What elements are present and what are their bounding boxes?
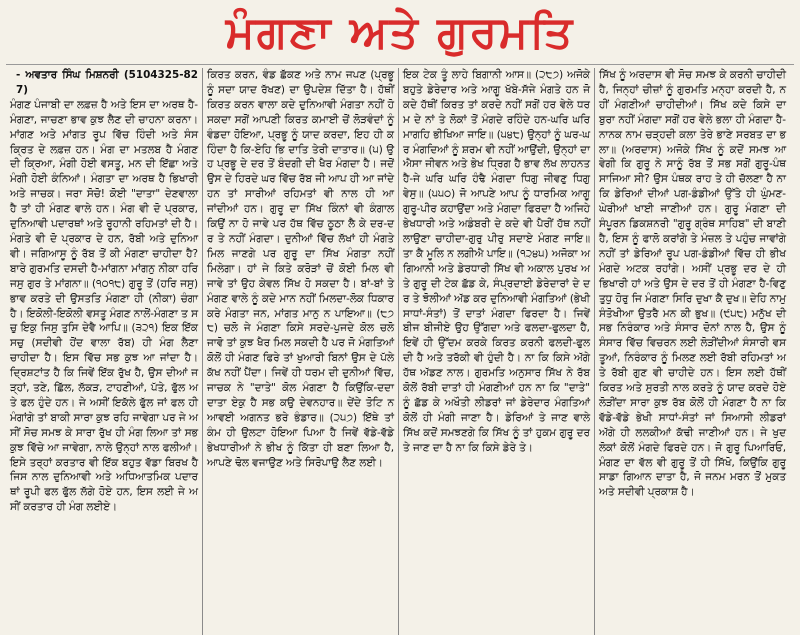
column-text: ਸਿੱਖ ਨੂੰ ਅਰਦਾਸ ਵੀ ਸੋਚ ਸਮਝ ਕੇ ਕਰਨੀ ਚਾਹੀਦੀ ਹੈ, ਜਿਨ੍ਹਾਂ ਚੀਜ਼ਾਂ ਨੂੰ ਗੁਰਮਤਿ ਮਨ੍ਹਾ ਕਰਦੀ ਹੈ, ਨਹੀਂ ਮੰਗਣੀਆਂ ਚਾਹੀਦੀਆਂ। ਸਿੱਖ ਕਦੇ ਕਿਸੇ ਦਾ ਬੁਰਾ ਨਹੀਂ ਮੰਗਦਾ ਸਗੋਂ ਹਰ ਵੇਲੇ ਭਲਾ ਹੀ ਮੰਗਦਾ ਹੈ-ਨਾਨਕ ਨਾਮ ਚੜ੍ਹਦੀ ਕਲਾ ਤੇਰੇ ਭਾਣੇ ਸਰਬਤ ਦਾ ਭਲਾ॥ (ਅਰਦਾਸ) ਅਜੋਕੇ ਸਿੱਖ ਨੂੰ ਕਦੋਂ ਸਮਝ ਆਵੇਗੀ ਕਿ ਗੁਰੂ ਨੇ ਸਾਨੂੰ ਰੱਬ ਤੋਂ ਸਭ ਸਗੋਂ ਗੁਰੂ-ਪੰਥ ਸਾਜਿਆ ਸੀ? ਉਸ ਪੰਥਕ ਰਾਹ ਤੇ ਹੀ ਚੱਲਣਾ ਹੈ ਨਾ ਕਿ ਡੇਰਿਆਂ ਦੀਆਂ ਪਗ-ਡੰਡੀਆਂ ਉੱਤੇ ਹੀ ਘੁੰਮਣ-ਘੇਰੀਆਂ ਖਾਈ ਜਾਣੀਆਂ ਹਨ। ਗੁਰੂ ਮੰਗਣਾ ਦੀ ਸੰਪੂਰਨ ਡਿਕਸ਼ਨਰੀ "ਗੁਰੂ ਗ੍ਰੰਥ ਸਾਹਿਬ" ਦੀ ਬਾਣੀ ਹੈ, ਇਸ ਨੂੰ ਫਾਲੋ ਕਰਾਂਗੇ ਤੇ ਮੰਜ਼ਲ ਤੇ ਪਹੁੰਚ ਜਾਵਾਂਗੇ ਨਹੀਂ ਤਾਂ ਡੇਰਿਆਂ ਰੂਪ ਪਗ-ਡੰਡੀਆਂ ਵਿੱਚ ਹੀ ਭੀਖ ਮੰਗਦੇ ਅਟਕ ਰਹਾਂਗੇ। ਅਸੀਂ ਪ੍ਰਭੂ ਦਰ ਦੇ ਹੀ ਭਿਖਾਰੀ ਹਾਂ ਅਤੇ ਉਸ ਦੇ ਦਰ ਤੋਂ ਹੀ ਮੰਗਣਾ ਹੈ-ਵਿਣੁ ਤੁਧੁ ਹੋਰੁ ਜਿ ਮੰਗਣਾ ਸਿਰਿ ਦੁਖਾ ਕੈ ਦੁਖ॥ ਦੇਹਿ ਨਾਮੁ ਸੰਤੋਖੀਆ ਉਤਰੈ ਮਨ ਕੀ ਭੁਖ॥ (੯੫੮) ਮਨੁੱਖ ਦੀ ਸਭ ਨਿਰੰਕਾਰ ਅਤੇ ਸੰਸਾਰ ਦੋਨਾਂ ਨਾਲ ਹੈ, ਉਸ ਨੂੰ ਸੰਸਾਰ ਵਿੱਚ ਵਿਚਰਨ ਲਈ ਲੋੜੀਂਦੀਆਂ ਸੰਸਾਰੀ ਵਸਤੂਆਂ, ਨਿਰੰਕਾਰ ਨੂੰ ਮਿਲਣ ਲਈ ਰੱਬੀ ਰਹਿਮਤਾਂ ਅਤੇ ਰੱਬੀ ਗੁਣ ਵੀ ਚਾਹੀਦੇ ਹਨ। ਇਸ ਲਈ ਹੱਥੀਂ ਕਿਰਤ ਅਤੇ ਸੁਰਤੀ ਨਾਲ ਕਰਤੇ ਨੂੰ ਯਾਦ ਕਰਦੇ ਹੋਏ ਲੋੜੀਂਦਾ ਸਾਰਾ ਕੁਝ ਰੱਬ ਕੋਲੋਂ ਹੀ ਮੰਗਣਾ ਹੈ ਨਾ ਕਿ ਵੱਡੇ-ਵੱਡੇ ਭੇਖੀ ਸਾਧਾਂ-ਸੰਤਾਂ ਜਾਂ ਸਿਆਸੀ ਲੀਡਰਾਂ ਅੱਗੇ ਹੀ ਲਲਕੀਆਂ ਕੱਢੀ ਜਾਣੀਆਂ ਹਨ। ਜੇ ਖੁਦ ਲੋਕਾਂ ਕੋਲੋਂ ਮੰਗਦੇ ਫਿਰਦੇ ਹਨ। ਜੋ ਗੁਰੂ ਪਿਆਰਿਓ, ਮੰਗਣ ਦਾ ਵੱਲ ਵੀ ਗੁਰੂ ਤੋਂ ਹੀ ਸਿੱਖੋ, ਕਿਉਂਕਿ ਗੁਰੂ ਸਾਡਾ ਗਿਆਨ ਦਾਤਾ ਹੈ, ਜੋ ਜਨਮ ਮਰਨ ਤੋਂ ਮੁਕਤ ਅਤੇ ਸਦੀਵੀ ਪ੍ਰਕਾਸ਼ ਹੈ। <box>599 69 786 499</box>
article-column-2 <box>202 68 398 635</box>
article-column-4 <box>594 68 790 635</box>
column-text: ਕਿਰਤ ਕਰਨ, ਵੰਡ ਛੱਕਣ ਅਤੇ ਨਾਮ ਜਪਣ (ਪ੍ਰਭੂ ਨੂੰ ਸਦਾ ਯਾਦ ਰੱਖਣ) ਦਾ ਉਪਦੇਸ਼ ਦਿੱਤਾ ਹੈ। ਹੱਥੀਂ ਕਿਰਤ ਕਰਨ ਵਾਲਾ ਕਦੇ ਦੁਨਿਆਵੀ ਮੰਗਤਾ ਨਹੀਂ ਹੋ ਸਕਦਾ ਸਗੋਂ ਆਪਣੀ ਕਿਰਤ ਕਮਾਈ ਚੋਂ ਲੋੜਵੰਦਾਂ ਨੂੰ ਵੰਡਦਾ ਹੋਇਆ, ਪ੍ਰਭੂ ਨੂੰ ਯਾਦ ਕਰਦਾ, ਇਹ ਹੀ ਕਹਿੰਦਾ ਹੈ ਕਿ-ਏਹਿ ਭਿ ਦਾਤਿ ਤੇਰੀ ਦਾਤਾਰ॥ (੫) ਉਹ ਪ੍ਰਭੂ ਦੇ ਦਰ ਤੋਂ ਬੰਦਗੀ ਦੀ ਖੈਰ ਮੰਗਦਾ ਹੈ। ਜਦੋਂ ਉਸ ਦੇ ਹਿਰਦੇ ਘਰ ਵਿੱਚ ਰੱਬ ਜੀ ਆਪ ਹੀ ਆ ਜਾਂਦੇ ਹਨ ਤਾਂ ਸਾਰੀਆਂ ਰਹਿਮਤਾਂ ਵੀ ਨਾਲ ਹੀ ਆ ਜਾਂਦੀਆਂ ਹਨ। ਗੁਰੂ ਦਾ ਸਿੱਖ ਕਿੰਨਾਂ ਵੀ ਕੰਗਾਲ ਕਿਉਂ ਨਾ ਹੋ ਜਾਵੇ ਪਰ ਹੱਥ ਵਿੱਚ ਠੂਠਾ ਲੈ ਕੇ ਦਰ-ਦਰ ਤੇ ਨਹੀਂ ਮੰਗਦਾ। ਦੁਨੀਆਂ ਵਿੱਚ ਲੱਖਾਂ ਹੀ ਮੰਗਤੇ ਮਿਲ ਜਾਣਗੇ ਪਰ ਗੁਰੂ ਦਾ ਸਿੱਖ ਮੰਗਤਾ ਨਹੀਂ ਮਿਲੇਗਾ। ਹਾਂ ਜੇ ਕਿਤੇ ਕਰੋੜਾਂ ਚੋਂ ਕੋਈ ਮਿਲ ਵੀ ਜਾਵੇ ਤਾਂ ਉਹ ਕੇਵਲ ਸਿੱਖ ਹੋ ਸਕਦਾ ਹੈ। ਬਾਂ-ਬਾਂ ਤੇ ਮੰਗਣ ਵਾਲੇ ਨੂੰ ਕਦੇ ਮਾਨ ਨਹੀਂ ਮਿਲਦਾ-ਲੋਕ ਧਿਕਾਰ ਕਰੇ ਮੰਗਤਾ ਜਨ, ਮਾਂਗਤ ਮਾਨੁ ਨ ਪਾਇਆ॥ (੮੭੮) ਚਲੋ ਜੇ ਮੰਗਣਾ ਕਿਸੇ ਸਰਦੇ-ਪੁਜਦੇ ਕੋਲ ਚਲੋ ਜਾਵੋ ਤਾਂ ਕੁਝ ਖੈਰ ਮਿਲ ਸਕਦੀ ਹੈ ਪਰ ਜੋ ਮੰਗਤਿਆਂ ਕੋਲੋਂ ਹੀ ਮੰਗਣ ਫਿਰੇ ਤਾਂ ਖੁਆਰੀ ਬਿਨਾਂ ਉਸ ਦੇ ਪੱਲੇ ਕੱਖ ਨਹੀਂ ਪੈਂਦਾ। ਜਿਵੇਂ ਹੀ ਧਰਮ ਦੀ ਦੁਨੀਆਂ ਵਿੱਚ, ਜਾਚਕ ਨੇ "ਦਾਤੇ" ਕੋਲ ਮੰਗਣਾ ਹੈ ਕਿਉਂਕਿ-ਦਦਾ ਦਾਤਾ ਏਕੁ ਹੈ ਸਭ ਕਉ ਦੇਵਨਹਾਰ॥ ਦੇਂਦੇ ਤੋਟਿ ਨ ਆਵਈ ਅਗਨਤ ਭਰੇ ਭੰਡਾਰ॥ (੨੫੭) ਇੱਥੇ ਤਾਂ ਕੰਮ ਹੀ ਉਲਟਾ ਹੋਇਆ ਪਿਆ ਹੈ ਜਿਵੇਂ ਵੱਡੇ-ਵੱਡੇ ਭੇਖਧਾਰੀਆਂ ਨੇ ਭੀਖ ਨੂੰ ਕਿੱਤਾ ਹੀ ਬਣਾ ਲਿਆ ਹੈ, ਆਪਣੇ ਢੋਲ ਵਜਾਉਣ ਅਤੇ ਸਿਰੋਪਾਉ ਲੈਣ ਲਈ। <box>207 69 394 469</box>
column-text: ਮੰਗਣ ਪੰਜਾਬੀ ਦਾ ਲਫ਼ਜ਼ ਹੈ ਅਤੇ ਇਸ ਦਾ ਅਰਥ ਹੈ-ਮੰਗਣਾ, ਜਾਚਣਾ ਭਾਵ ਕੁਝ ਲੈਣ ਦੀ ਚਾਹਨਾ ਕਰਨਾ। ਮਾਂਗਣ ਅਤੇ ਮਾਂਗਤ ਰੂਪ ਵਿੱਚ ਹਿੰਦੀ ਅਤੇ ਸੰਸਕ੍ਰਿਤ ਦੇ ਲਫ਼ਜ਼ ਹਨ। ਮੰਗ ਦਾ ਮਤਲਬ ਹੈ ਮੰਗਣ ਦੀ ਕ੍ਰਿਆ, ਮੰਗੀ ਹੋਈ ਵਸਤੂ, ਮਨ ਦੀ ਇੱਛਾ ਅਤੇ ਮੰਗੀ ਹੋਈ ਕੰਨਿਆਂ। ਮੰਗਤਾ ਦਾ ਅਰਥ ਹੈ ਭਿਖਾਰੀ ਅਤੇ ਜਾਚਕ। ਜਰਾ ਸੋਚੋ! ਕੋਈ "ਦਾਤਾ" ਦੇਣਵਾਲਾ ਹੈ ਤਾਂ ਹੀ ਮੰਗਣ ਵਾਲੇ ਹਨ। ਮੰਗ ਵੀ ਦੋ ਪ੍ਰਕਾਰ, ਦੁਨਿਆਵੀ ਪਦਾਰਥਾਂ ਅਤੇ ਰੂਹਾਨੀ ਰਹਿਮਤਾਂ ਦੀ ਹੈ। ਮੰਗਤੇ ਵੀ ਦੋ ਪ੍ਰਕਾਰ ਦੇ ਹਨ, ਰੱਬੀ ਅਤੇ ਦੁਨਿਆਵੀ। ਜਗਿਆਸੂ ਨੂੰ ਰੱਬ ਤੋਂ ਕੀ ਮੰਗਣਾ ਚਾਹੀਦਾ ਹੈ? ਬਾਰੇ ਗੁਰਮਤਿ ਦਸਦੀ ਹੈ-ਮਾਂਗਨਾ ਮਾਂਗਨੁ ਨੀਕਾ ਹਰਿ ਜਸੁ ਗੁਰ ਤੇ ਮਾਂਗਨਾ॥ (੧੦੧੮) ਗੁਰੂ ਤੋਂ (ਹਰਿ ਜਸੁ) ਭਾਵ ਕਰਤੇ ਦੀ ਉਸਤਤਿ ਮੰਗਣਾ ਹੀ (ਨੀਕਾ) ਚੰਗਾ ਹੈ। ਇਕੋਲੀ-ਇਕੋਲੀ ਵਸਤੂ ਮੰਗਣ ਨਾਲੋਂ-ਮੰਗਣਾ ਤ ਸਚੁ ਇਕੁ ਜਿਸੁ ਤੁਸਿ ਦੇਵੈ ਆਪਿ॥ (੩੨੧) ਇਕ ਇੱਕ ਸਚੁ (ਸਦੀਵੀ ਹੋਂਦ ਵਾਲਾ ਰੱਬ) ਹੀ ਮੰਗ ਲੈਣਾ ਚਾਹੀਦਾ ਹੈ। ਇਸ ਵਿੱਚ ਸਭ ਕੁਝ ਆ ਜਾਂਦਾ ਹੈ। ਦ੍ਰਿਸ਼ਟਾਂਤ ਹੈ ਕਿ ਜਿਵੇਂ ਇੱਕ ਰੁੱਖ ਹੈ, ਉਸ ਦੀਆਂ ਜੜ੍ਹਾਂ, ਤਣੇ, ਛਿੱਲ, ਲੱਕੜ, ਟਾਹਣੀਆਂ, ਪੱਤੇ, ਫੁੱਲ ਅਤੇ ਫਲ ਹੁੰਦੇ ਹਨ। ਜੇ ਅਸੀਂ ਇਕੱਲੇ ਫੁੱਲ ਜਾਂ ਫਲ ਹੀ ਮੰਗਾਂਗੇ ਤਾਂ ਬਾਕੀ ਸਾਰਾ ਕੁਝ ਰਹਿ ਜਾਵੇਗਾ ਪਰ ਜੇ ਅਸੀਂ ਸੋਚ ਸਮਝ ਕੇ ਸਾਰਾ ਰੁੱਖ ਹੀ ਮੰਗ ਲਿਆ ਤਾਂ ਸਭ ਕੁਝ ਵਿੱਚੇ ਆ ਜਾਵੇਗਾ, ਨਾਲੇ ਉਨ੍ਹਾਂ ਨਾਲ ਫਲੀਆਂ। ਇਸੇ ਤਰ੍ਹਾਂ ਕਰਤਾਰ ਵੀ ਇੱਕ ਬਹੁਤ ਵੱਡਾ ਬਿਰਖ ਹੈ ਜਿਸ ਨਾਲ ਦੁਨਿਆਵੀ ਅਤੇ ਅਧਿਆਤਮਿਕ ਪਦਾਰਥਾਂ ਰੂਪੀ ਫਲ ਫੁੱਲ ਲੱਗੇ ਹੋਏ ਹਨ, ਇਸ ਲਈ ਜੇ ਅਸੀਂ ਕਰਤਾਰ ਹੀ ਮੰਗ ਲਈਏ। <box>10 98 199 514</box>
article-column-3 <box>398 68 594 635</box>
author-byline: - ਅਵਤਾਰ ਸਿੰਘ ਮਿਸ਼ਨਰੀ (5104325-827) <box>16 69 198 96</box>
article-body <box>6 68 796 635</box>
headline-divider <box>6 64 794 65</box>
article-headline: ਮੰਗਣਾ ਅਤੇ ਗੁਰਮਤਿ <box>225 7 575 58</box>
column-text: ਇਕ ਟੇਕ ਤੂੰ ਲਾਹੇ ਬਿਗਾਨੀ ਆਸ॥ (੨੮੭) ਅਜੋਕੇ ਬਹੁਤੇ ਡੇਰੇਦਾਰ ਅਤੇ ਆਗੂ ਖੱਬੇ-ਸੱਜੇ ਮੰਗਤੇ ਹਨ ਜੋ ਕਦੇ ਹੱਥੀਂ ਕਿਰਤ ਤਾਂ ਕਰਦੇ ਨਹੀਂ ਸਗੋਂ ਹਰ ਵੇਲੇ ਧਰਮ ਦੇ ਨਾਂ ਤੇ ਲੋਕਾਂ ਤੋਂ ਮੰਗਦੇ ਰਹਿੰਦੇ ਹਨ-ਘਰਿ ਘਰਿ ਮਾਗਹਿ ਭੀਖਿਆ ਜਾਇ॥ (੫੪੮) ਉਨ੍ਹਾਂ ਨੂੰ ਘਰ-ਘਰ ਮੰਗਦਿਆਂ ਨੂੰ ਸ਼ਰਮ ਵੀ ਨਹੀਂ ਆਉਂਦੀ, ਉਨ੍ਹਾਂ ਦਾ ਐਸਾ ਜੀਵਨ ਅਤੇ ਭੇਖ ਧ੍ਰਿਗ ਹੈ ਭਾਵ ਲੱਖ ਲਾਹਨਤ ਹੈ-ਜੇ ਘਰਿ ਘਰਿ ਹੰਢੈ ਮੰਗਦਾ ਧਿਗੁ ਜੀਵਣੁ ਧਿਗੁ ਵੇਸੁ॥ (੫੫੦) ਜੋ ਆਪਣੇ ਆਪ ਨੂੰ ਧਾਰਮਿਕ ਆਗੂ ਗੁਰੂ-ਪੀਰ ਕਹਾਉਂਦਾ ਅਤੇ ਮੰਗਦਾ ਫਿਰਦਾ ਹੈ ਅਜਿਹੇ ਭੇਖਧਾਰੀ ਅਤੇ ਅਡੰਬਰੀ ਦੇ ਕਦੇ ਵੀ ਪੈਰੀਂ ਹੱਥ ਨਹੀਂ ਲਾਉਣਾ ਚਾਹੀਦਾ-ਗੁਰੁ ਪੀਰੁ ਸਦਾਏ ਮੰਗਣ ਜਾਇ॥ ਤਾ ਕੈ ਮੂਲਿ ਨ ਲਗੀਐ ਪਾਇ॥ (੧੨੪੫) ਅਜੋਕਾ ਅਗਿਆਨੀ ਅਤੇ ਡੇਰਧਾਰੀ ਸਿੱਖ ਵੀ ਅਕਾਲ ਪੁਰਖ ਅਤੇ ਗੁਰੂ ਦੀ ਟੇਕ ਛੱਡ ਕੇ, ਸੰਪ੍ਰਦਾਈ ਡੇਰੇਦਾਰਾਂ ਦੇ ਦਰ ਤੇ ਝੋਲੀਆਂ ਅੱਡ ਕਰ ਦੁਨਿਆਵੀ ਮੰਗਤਿਆਂ (ਭੇਖੀ ਸਾਧਾਂ-ਸੰਤਾਂ) ਤੋਂ ਦਾਤਾਂ ਮੰਗਦਾ ਫਿਰਦਾ ਹੈ। ਜਿਵੇਂ ਬੀਜ ਬੀਜੀਏ ਉਹ ਉੱਗਦਾ ਅਤੇ ਫਲਦਾ-ਫੁਲਦਾ ਹੈ, ਇਵੇਂ ਹੀ ਉੱਦਮ ਕਰਕੇ ਕਿਰਤ ਕਰਨੀ ਫਲਦੀ-ਫੁਲਦੀ ਹੈ ਅਤੇ ਤਰੱਕੀ ਵੀ ਹੁੰਦੀ ਹੈ। ਨਾ ਕਿ ਕਿਸੇ ਅੱਗੇ ਹੱਥ ਅੱਡਣ ਨਾਲ। ਗੁਰਮਤਿ ਅਨੁਸਾਰ ਸਿੱਖ ਨੇ ਰੱਬ ਕੋਲੋਂ ਰੱਬੀ ਦਾਤਾਂ ਹੀ ਮੰਗਣੀਆਂ ਹਨ ਨਾ ਕਿ "ਦਾਤੇ" ਨੂੰ ਛੱਡ ਕੇ ਅਖੌਤੀ ਲੀਡਰਾਂ ਜਾਂ ਡੇਰੇਦਾਰ ਮੰਗਤਿਆਂ ਕੋਲੋਂ ਹੀ ਮੰਗੀ ਜਾਣਾ ਹੈ। ਡੇਰਿਆਂ ਤੇ ਜਾਣ ਵਾਲੇ ਸਿੱਖ ਕਦੋਂ ਸਮਝਣਗੇ ਕਿ ਸਿੱਖ ਨੂੰ ਤਾਂ ਹੁਕਮ ਗੁਰੂ ਦਰ ਤੇ ਜਾਣ ਦਾ ਹੈ ਨਾ ਕਿ ਕਿਸੇ ਡੇਰੇ ਤੇ। <box>403 69 590 454</box>
article-column-1 <box>6 68 202 635</box>
